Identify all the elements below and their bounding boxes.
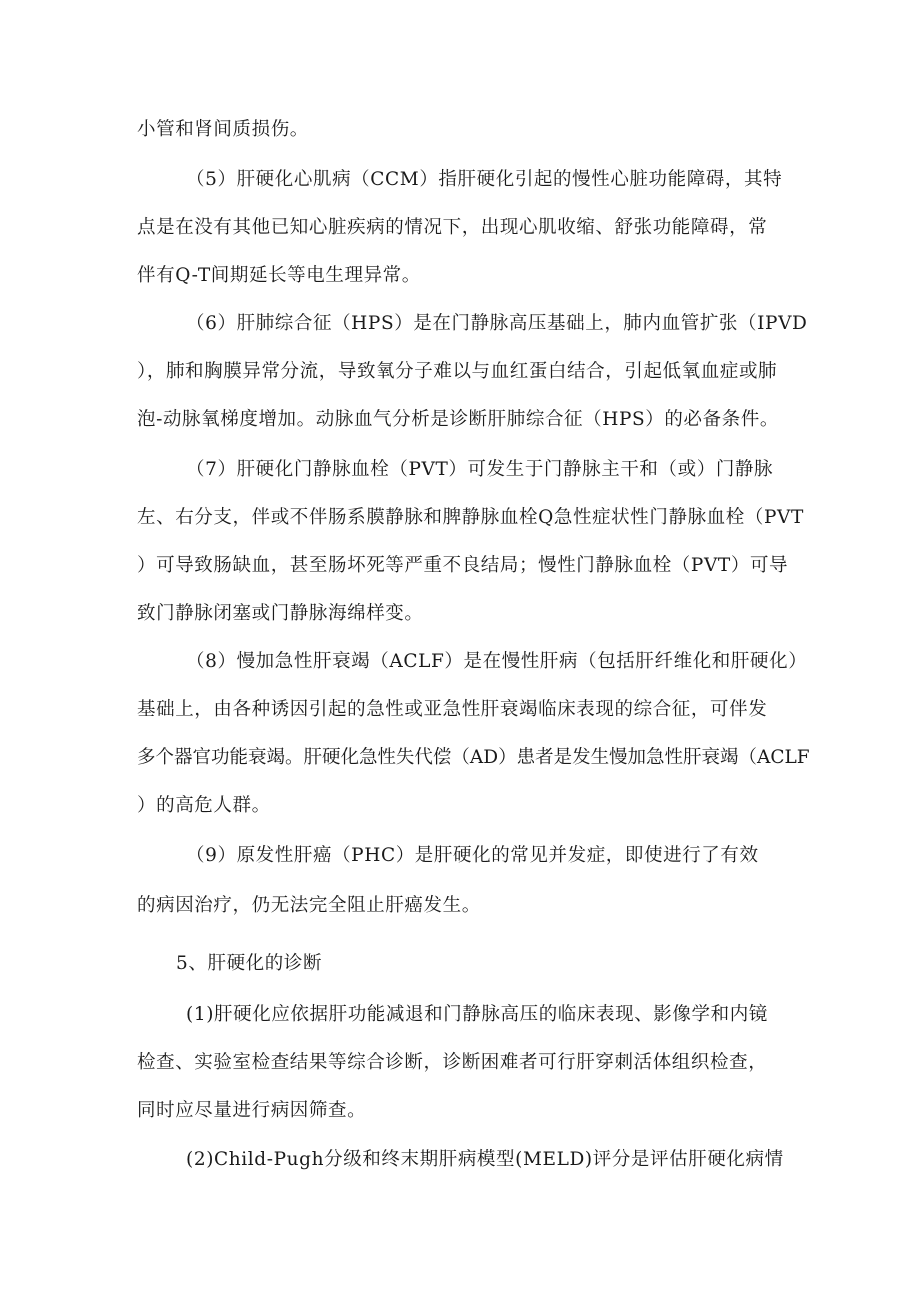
text-line-5: （6）肝肺综合征（HPS）是在门静脉高压基础上，肺内血管扩张（IPVD	[186, 313, 808, 334]
section-heading: 5、肝硬化的诊断	[176, 953, 323, 974]
text-line-7: 泡-动脉氧梯度增加。动脉血气分析是诊断肝肺综合征（HPS）的必备条件。	[137, 409, 780, 430]
text-line-9: 左、右分支，伴或不伴肠系膜静脉和脾静脉血栓Q急性症状性门静脉血栓（PVT	[137, 507, 804, 528]
text-line-11: 致门静脉闭塞或门静脉海绵样变。	[137, 603, 424, 624]
text-line-2: （5）肝硬化心肌病（CCM）指肝硬化引起的慢性心脏功能障碍，其特	[186, 169, 783, 190]
text-line-20: 检查、实验室检查结果等综合诊断，诊断困难者可行肝穿刺活体组织检查，	[137, 1052, 768, 1073]
text-line-10: ）可导致肠缺血，甚至肠坏死等严重不良结局；慢性门静脉血栓（PVT）可导	[137, 555, 789, 576]
text-line-22: (2)Child-Pugh分级和终末期肝病模型(MELD)评分是评估肝硬化病情	[186, 1149, 784, 1170]
text-line-15: ）的高危人群。	[137, 795, 271, 816]
text-line-17: 的病因治疗，仍无法完全阻止肝癌发生。	[137, 895, 481, 916]
text-line-1: 小管和肾间质损伤。	[137, 119, 309, 140]
text-line-8: （7）肝硬化门静脉血栓（PVT）可发生于门静脉主干和（或）门静脉	[186, 459, 774, 480]
text-line-3: 点是在没有其他已知心脏疾病的情况下，出现心肌收缩、舒张功能障碍，常	[137, 217, 768, 238]
text-line-13: 基础上，由各种诱因引起的急性或亚急性肝衰竭临床表现的综合征，可伴发	[137, 699, 768, 720]
text-line-4: 伴有Q-T间期延长等电生理异常。	[137, 265, 421, 286]
text-line-21: 同时应尽量进行病因筛查。	[137, 1100, 367, 1121]
text-line-16: （9）原发性肝癌（PHC）是肝硬化的常见并发症，即使进行了有效	[186, 845, 759, 866]
text-line-6: ），肺和胸膜异常分流，导致氧分子难以与血红蛋白结合，引起低氧血症或肺	[137, 361, 778, 382]
text-line-19: (1)肝硬化应依据肝功能减退和门静脉高压的临床表现、影像学和内镜	[186, 1004, 768, 1025]
text-line-14: 多个器官功能衰竭。肝硬化急性失代偿（AD）患者是发生慢加急性肝衰竭（ACLF	[137, 747, 810, 768]
text-line-12: （8）慢加急性肝衰竭（ACLF）是在慢性肝病（包括肝纤维化和肝硬化）	[186, 651, 808, 672]
